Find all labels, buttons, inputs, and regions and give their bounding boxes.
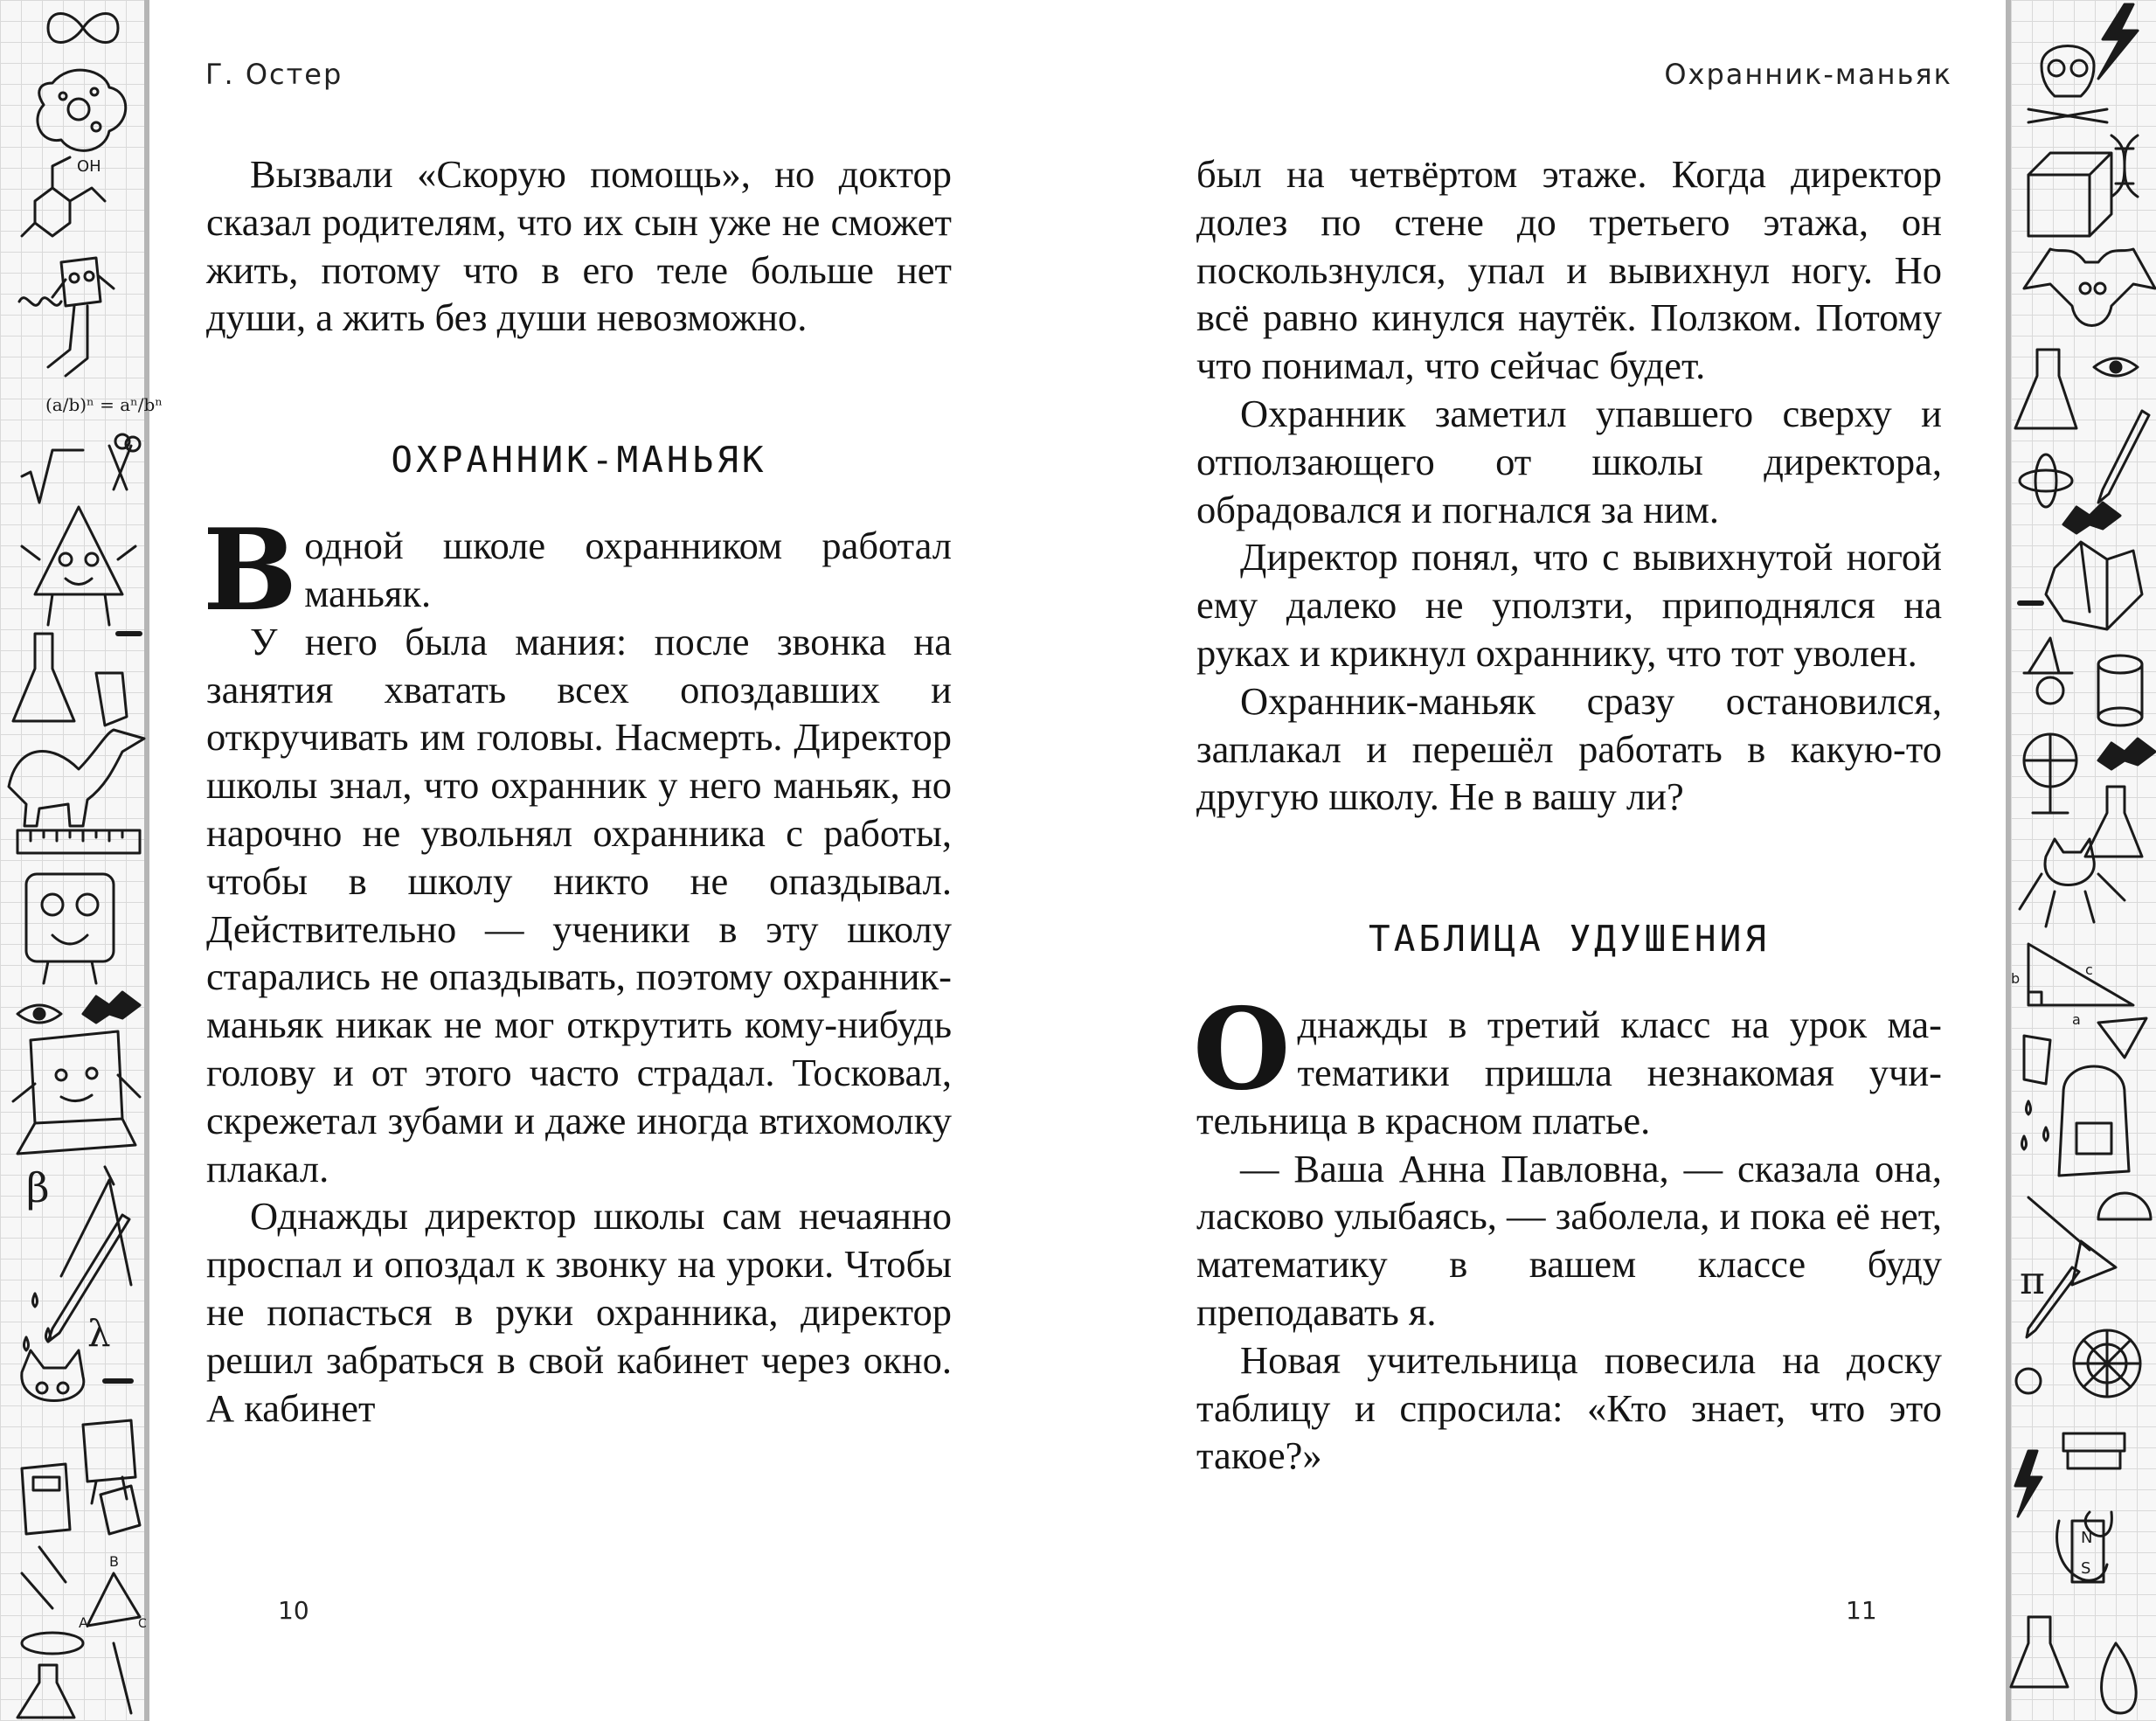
pencil-icon [2098,411,2149,503]
books-icon [2063,1433,2125,1468]
left-page-text [203,150,952,1432]
svg-text:c: c [2085,961,2093,978]
lightning-icon [2098,4,2138,79]
crystal-icon [2046,542,2142,629]
drop-cap: О [1193,984,1291,1116]
skull-icon [2028,46,2107,123]
paragraph: Охранник заметил упавшего сверху и отползающего от школы директора, обрадовался и погнался за ним. [1196,391,1942,531]
book-icon [101,1486,140,1534]
cat-monster-icon [2020,839,2125,926]
backpack-icon [2059,1066,2129,1176]
apple-icon [2016,1369,2041,1393]
beta-symbol: β [26,1164,50,1211]
continuation-paragraph: был на четвёртом этаже. Когда директор долез по стене до третьего этажа, он поскользнулся, упал и вывихнул ногу. Но всё равно кинулся наутёк. Ползком. Потому что понимал, что сейчас будет. [1196,152,1942,388]
pi-symbol: π [2020,1259,2045,1303]
right-doodle-border [2006,0,2156,1721]
set-square-icon [2098,1018,2146,1058]
page-number-left: 10 [278,1596,309,1625]
flask-icon-right [2085,787,2142,857]
bat-icon-right-2 [2098,739,2155,769]
triangle-abc-icon [87,1573,140,1626]
bat-icon [83,992,140,1023]
svg-text:N: N [2081,1529,2093,1547]
story-title-guard-maniac: ОХРАННИК-МАНЬЯК [391,439,767,482]
paragraph: Однажды директор школы сам нечаянно проспал и опоздал к звонку на уроки. Чтобы не попасться в руки охранника, директор решил забраться в свой кабинет через окно. А кабинет [206,1194,952,1430]
first-paragraph-text: одной школе охранником работал маньяк. [304,524,952,615]
cat-face-icon [22,1350,84,1401]
scissors-icon [109,446,131,489]
flask-icon [13,634,74,721]
left-doodle-border [0,0,163,1721]
dinosaur-icon [9,730,144,826]
drops-icon [24,1294,51,1350]
infinity-icon [48,14,118,43]
first-paragraph-text: днажды в третий класс на урок математики пришла незнакомая учительница в красном платье. [1196,1003,1942,1142]
running-head-author: Г. Остер [205,58,343,91]
svg-text:B: B [109,1553,119,1570]
cube-icon [2028,153,2111,236]
robot-icon [48,258,114,376]
page-number-right: 11 [1846,1596,1877,1625]
continuation-paragraph: Вызвали «Скорую помощь», но доктор сказал родителям, что их сын уже не сможет жить, потому что в его теле больше нет души, а жить без души невозможно. [206,152,952,340]
drop-face-icon [2102,1643,2137,1713]
left-doodles [0,0,163,1721]
first-paragraph [1193,984,1942,1144]
paragraph: Директор понял, что с вывихнутой ногой ему далеко не уползти, приподнялся на руках и крикнул охраннику, что тот уволен. [1196,535,1942,675]
flask-icon-right-2 [2011,1617,2068,1687]
paragraph: — Ваша Анна Павловна, — сказала она, ласково улыбаясь, — заболела, и пока её нет, математику в вашем классе буду преподавать я. [1196,1146,1942,1334]
witch-icon [2024,638,2072,673]
first-paragraph [203,505,952,637]
glove-icon [96,673,127,725]
running-head-chapter: Охранник-маньяк [1664,58,1952,91]
dna-icon [2111,135,2138,197]
lambda-symbol: λ [87,1312,111,1355]
triangle-monster-icon [22,507,135,625]
sqrt-icon [22,450,83,503]
svg-text:a: a [2072,1011,2081,1028]
right-triangle-icon [2028,944,2133,1005]
nerd-square-icon [26,874,114,961]
laptop-icon [17,1031,135,1154]
paragraph: Охранник-маньяк сразу остановился, заплакал и перешёл работать в какую-то другую школу. Не в вашу ли? [1196,678,1942,819]
formula-doodle: (a/b)ⁿ = aⁿ/bⁿ [45,394,163,415]
pipette-icon [22,1547,66,1608]
flask-icon-2 [17,1643,131,1718]
petri-dish-icon [22,1633,83,1654]
svg-text:S: S [2081,1559,2091,1578]
paragraph: У него была мания: после звонка на занятия хватать всех опоздавших и откручивать им головы. Насмерть. Директор школы знал, что охранник у него маньяк, но нарочно не увольнял охранника с работы, чтобы в школу никто не опаздывал. Действительно — ученики в эту школу старались не опаздывать, поэтому охранник-маньяк никак не мог открутить кому-нибудь голову и от этого часто страдал. Тосковал, скрежетал зубами и даже иногда втихомолку плакал. [206,619,952,1190]
virus-dot-icon [68,99,89,120]
right-page-text [1193,150,1942,1480]
svg-text:C: C [138,1617,147,1631]
virus-icon [38,70,126,150]
svg-text:b: b [2011,970,2021,987]
flask-bubbles-icon [2015,350,2076,428]
glove-icon-right [2024,1036,2050,1084]
bat-icon-right [2063,503,2120,533]
compass-icon [61,1167,131,1285]
drops-icon-right [2022,1101,2049,1149]
story-title-strangle-table: ТАБЛИЦА УДУШЕНИЯ [1369,918,1770,961]
paragraph: Новая учительница повесила на доску таблицу и спросила: «Кто знает, что это такое?» [1196,1337,1942,1478]
lightning-icon-2 [2015,1451,2042,1516]
atom-icon [2020,470,2072,491]
right-doodles [2011,0,2156,1721]
squiggle-icon [19,298,61,306]
svg-text:A: A [79,1614,88,1631]
oh-label: OH [77,157,101,176]
protractor-icon [2098,1193,2151,1219]
drop-cap: В [203,505,298,637]
calculator-icon [22,1464,70,1534]
